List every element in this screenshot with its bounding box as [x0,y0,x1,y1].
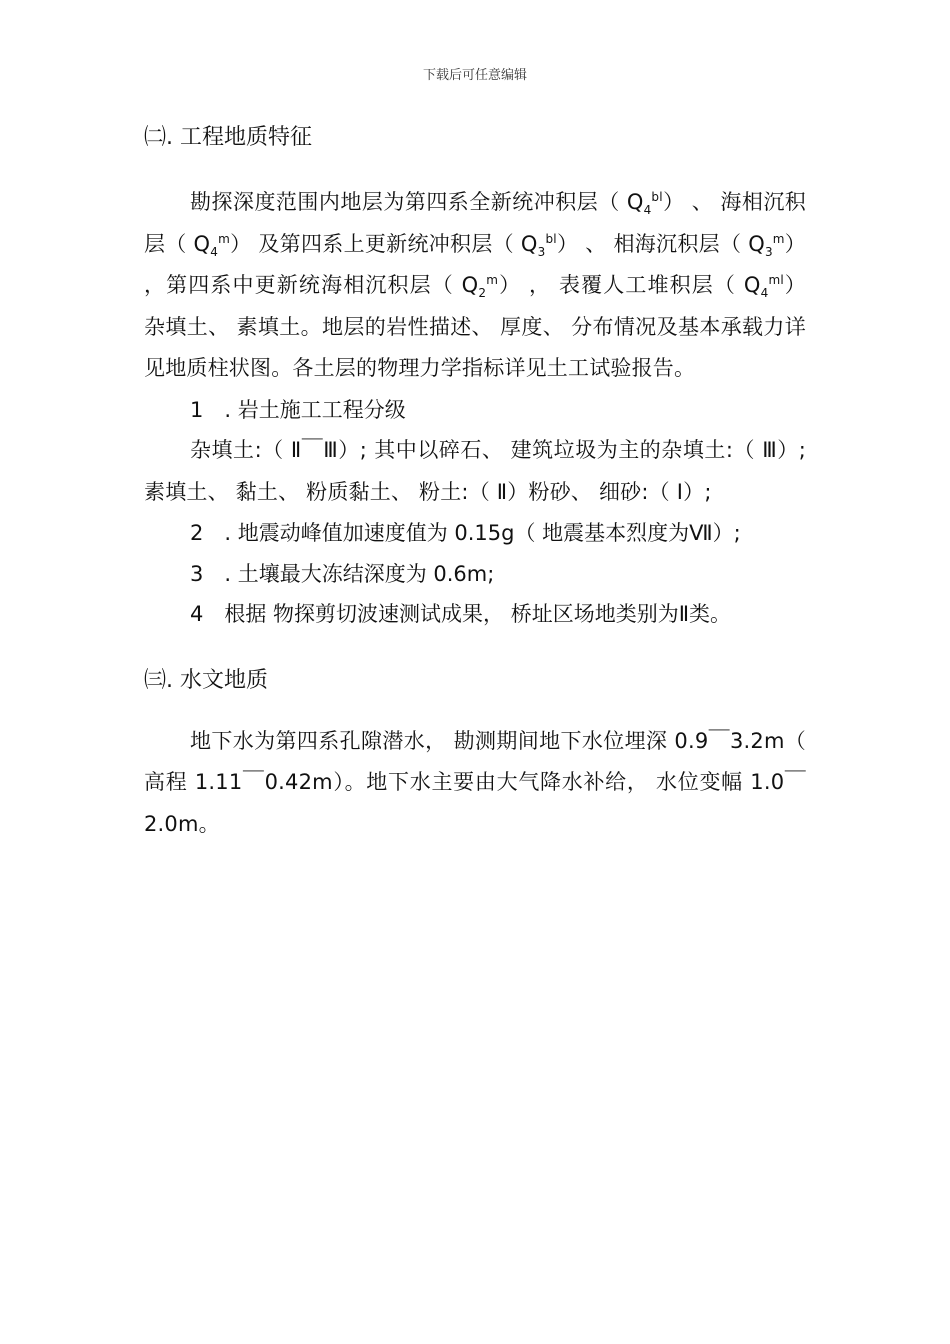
superscript: m [218,231,231,246]
subscript: 4 [210,244,219,259]
stratigraphy-paragraph [144,182,806,390]
text-segment: ） 、 相海沉积层（ Q [556,231,765,256]
superscript: m [772,231,785,246]
subscript: 3 [764,244,773,259]
section-heading-geology: ㈡. 工程地质特征 [144,125,312,150]
subscript: 4 [643,203,652,218]
subscript: 2 [478,286,487,301]
groundwater-paragraph: 地下水为第四系孔隙潜水， 勘测期间地下水位埋深 0.9￣3.2m（ 高程 1.11￣0.42m）。地下水主要由大气降水补给， 水位变幅 1.0￣2.0m。 [144,728,806,836]
item-frost-depth: 3 . 土壤最大冻结深度为 0.6m; [190,561,495,586]
text-segment: ） ，第四系中更新统海相沉积层（ Q [144,231,806,297]
superscript: bl [545,231,557,246]
superscript: bl [651,190,663,204]
item-rock-soil-classification: 1 . 岩土施工工程分级 [190,397,406,422]
text-segment: ） ， 表覆人工堆积层（ Q [498,273,761,297]
text-segment: ） 及第四系上更新统冲积层（ Q [230,231,538,256]
text-segment: ） 杂填土、 素填土。地层的岩性描述、 厚度、 分布情况及基本承载力详见地质柱状图。各土层的物理力学指标详见土工试验报告。 [144,273,807,380]
document-body [144,112,806,845]
classification-detail: 杂填土:（ Ⅱ￣Ⅲ）; 其中以碎石、 建筑垃圾为主的杂填土:（ Ⅲ）; 素填土、 黏土、 粉质黏土、 粉土:（ Ⅱ）粉砂、 细砂:（ Ⅰ）; [144,438,806,504]
superscript: m [486,273,499,287]
subscript: 4 [760,286,769,301]
subscript: 3 [537,244,546,259]
item-seismic: 2 . 地震动峰值加速度值为 0.15g（ 地震基本烈度为Ⅶ）; [190,521,741,545]
text-segment: 勘探深度范围内地层为第四系全新统冲积层（ Q [190,190,644,214]
superscript: ml [768,273,784,287]
item-site-class: 4 根据 物探剪切波速测试成果， 桥址区场地类别为Ⅱ类。 [190,602,732,626]
text-segment: ） 、 海相沉积层（ Q [144,190,807,256]
page-header-note: 下载后可任意编辑 [422,68,527,83]
section-heading-hydrogeology: ㈢. 水文地质 [144,667,268,693]
